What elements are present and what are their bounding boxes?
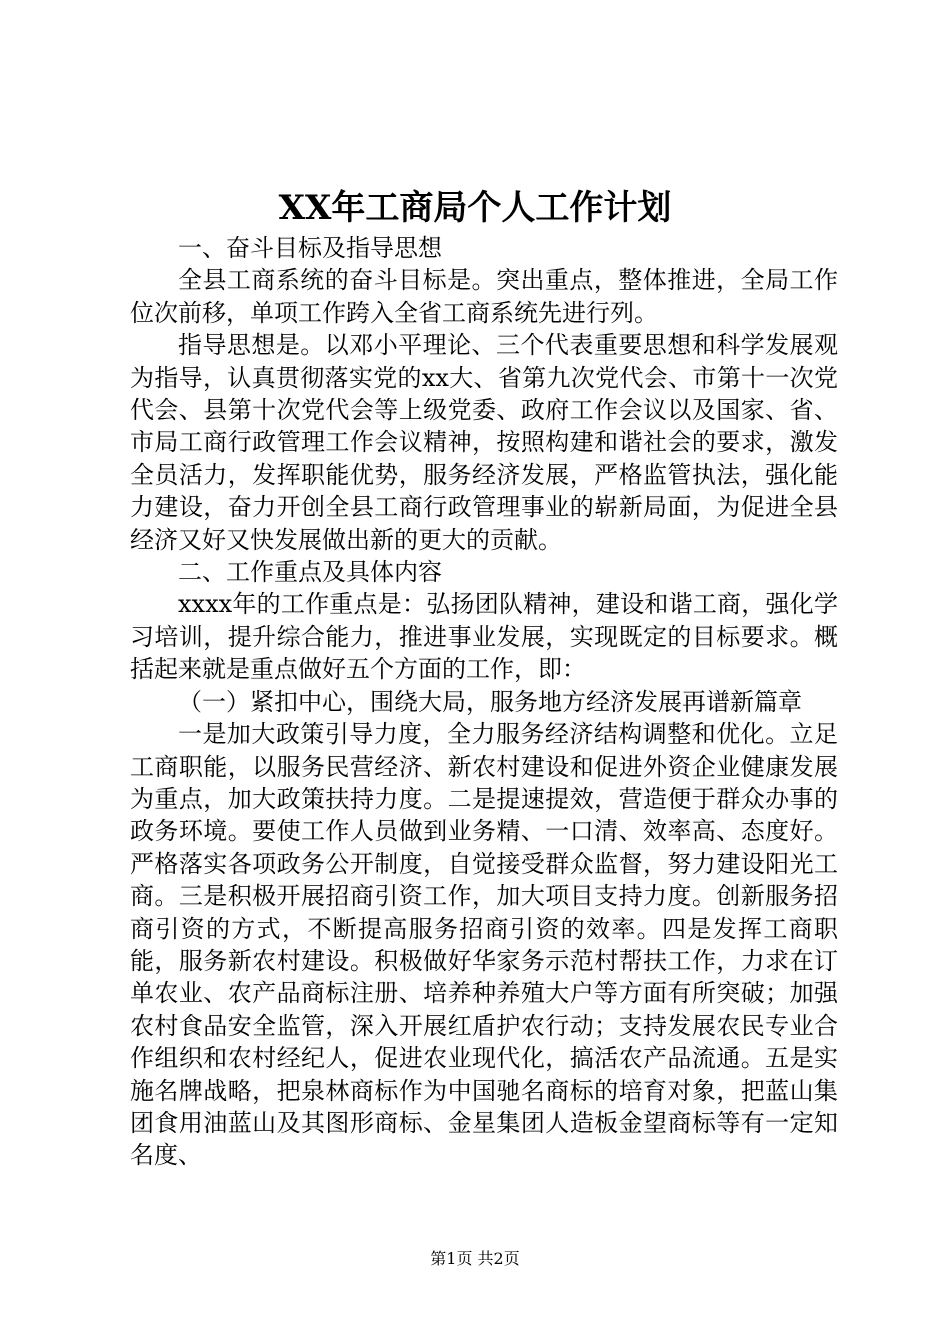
body-paragraph: xxxx年的工作重点是：弘扬团队精神，建设和谐工商，强化学习培训，提升综合能力，推进事业发展，实现既定的目标要求。概括起来就是重点做好五个方面的工作，即： xyxy=(130,590,838,684)
body-paragraph: 一是加大政策引导力度，全力服务经济结构调整和优化。立足工商职能，以服务民营经济、新农村建设和促进外资企业健康发展为重点，加大政策扶持力度。二是提速提效，营造便于群众办事的政务环境。要使工作人员做到业务精、一口清、效率高、态度好。严格落实各项政务公开制度，自觉接受群众监督，努力建设阳光工商。三是积极开展招商引资工作，加大项目支持力度。创新服务招商引资的方式，不断提高服务招商引资的效率。四是发挥工商职能，服务新农村建设。积极做好华家务示范村帮扶工作，力求在订单农业、农产品商标注册、培养种养殖大户等方面有所突破；加强农村食品安全监管，深入开展红盾护农行动；支持发展农民专业合作组织和农村经纪人，促进农业现代化，搞活农产品流通。五是实施名牌战略，把泉林商标作为中国驰名商标的培育对象，把蓝山集团食用油蓝山及其图形商标、金星集团人造板金望商标等有一定知名度、 xyxy=(130,720,838,1170)
body-paragraph: 指导思想是。以邓小平理论、三个代表重要思想和科学发展观为指导，认真贯彻落实党的xx大、省第九次党代会、市第十一次党代会、县第十次党代会等上级党委、政府工作会议以及国家、省、市局工商行政管理工作会议精神，按照构建和谐社会的要求，激发全员活力，发挥职能优势，服务经济发展，严格监管执法，强化能力建设，奋力开创全县工商行政管理事业的崭新局面，为促进全县经济又好又快发展做出新的更大的贡献。 xyxy=(130,331,838,554)
subsection-heading: （一）紧扣中心，围绕大局，服务地方经济发展再谱新篇章 xyxy=(178,687,802,716)
section-heading: 一、奋斗目标及指导思想 xyxy=(178,234,442,262)
section-heading: 二、工作重点及具体内容 xyxy=(178,558,442,587)
body-paragraph: 全县工商系统的奋斗目标是。突出重点，整体推进，全局工作位次前移，单项工作跨入全省工商系统先进行列。 xyxy=(130,266,838,327)
page-footer: 第1页 共2页 xyxy=(430,1249,520,1268)
document-title: XX年工商局个人工作计划 xyxy=(278,188,672,228)
document-body xyxy=(130,232,838,1172)
